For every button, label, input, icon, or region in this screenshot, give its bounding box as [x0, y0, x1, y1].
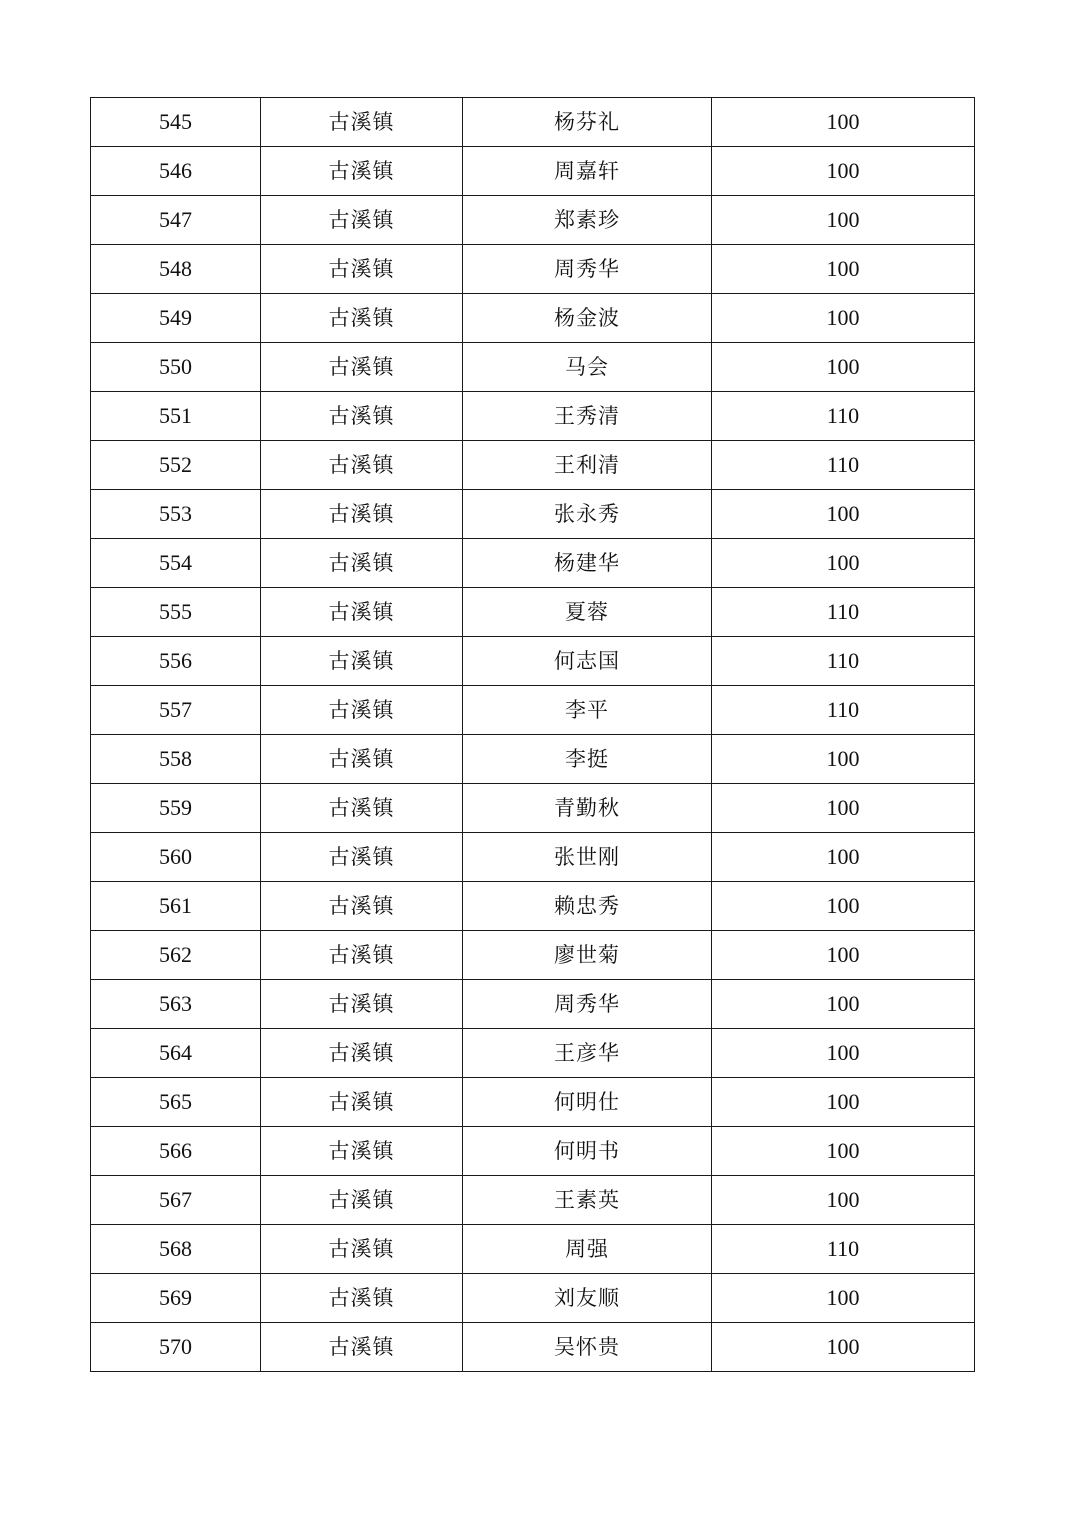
- cell-number: 549: [91, 294, 261, 343]
- cell-number: 561: [91, 882, 261, 931]
- table-row: [91, 588, 975, 637]
- cell-number: 554: [91, 539, 261, 588]
- cell-amount: 100: [712, 98, 975, 147]
- table-row: [91, 294, 975, 343]
- cell-amount: 110: [712, 588, 975, 637]
- table-row: [91, 1225, 975, 1274]
- cell-town: 古溪镇: [261, 1029, 463, 1078]
- cell-amount: 110: [712, 1225, 975, 1274]
- cell-town: 古溪镇: [261, 931, 463, 980]
- cell-amount: 100: [712, 833, 975, 882]
- cell-number: 555: [91, 588, 261, 637]
- cell-number: 567: [91, 1176, 261, 1225]
- table-row: [91, 1274, 975, 1323]
- table-row: [91, 1029, 975, 1078]
- cell-number: 550: [91, 343, 261, 392]
- table-body: [91, 98, 975, 1372]
- table-row: [91, 1127, 975, 1176]
- cell-amount: 100: [712, 784, 975, 833]
- cell-amount: 100: [712, 490, 975, 539]
- table-row: [91, 441, 975, 490]
- cell-number: 569: [91, 1274, 261, 1323]
- cell-town: 古溪镇: [261, 294, 463, 343]
- table-row: [91, 833, 975, 882]
- cell-number: 562: [91, 931, 261, 980]
- cell-amount: 110: [712, 441, 975, 490]
- cell-name: 张永秀: [463, 490, 712, 539]
- cell-name: 王素英: [463, 1176, 712, 1225]
- cell-name: 杨金波: [463, 294, 712, 343]
- cell-amount: 110: [712, 637, 975, 686]
- cell-town: 古溪镇: [261, 147, 463, 196]
- cell-amount: 100: [712, 539, 975, 588]
- cell-town: 古溪镇: [261, 735, 463, 784]
- cell-number: 556: [91, 637, 261, 686]
- cell-amount: 100: [712, 147, 975, 196]
- cell-amount: 110: [712, 392, 975, 441]
- cell-number: 558: [91, 735, 261, 784]
- cell-number: 547: [91, 196, 261, 245]
- cell-town: 古溪镇: [261, 882, 463, 931]
- cell-number: 560: [91, 833, 261, 882]
- cell-number: 564: [91, 1029, 261, 1078]
- table-row: [91, 1176, 975, 1225]
- cell-town: 古溪镇: [261, 441, 463, 490]
- cell-amount: 100: [712, 1029, 975, 1078]
- table-row: [91, 1078, 975, 1127]
- cell-name: 刘友顺: [463, 1274, 712, 1323]
- cell-town: 古溪镇: [261, 245, 463, 294]
- cell-town: 古溪镇: [261, 686, 463, 735]
- cell-town: 古溪镇: [261, 392, 463, 441]
- table-row: [91, 1323, 975, 1372]
- cell-amount: 100: [712, 1274, 975, 1323]
- table-row: [91, 147, 975, 196]
- cell-name: 杨建华: [463, 539, 712, 588]
- cell-amount: 100: [712, 980, 975, 1029]
- cell-number: 551: [91, 392, 261, 441]
- cell-number: 565: [91, 1078, 261, 1127]
- cell-amount: 100: [712, 931, 975, 980]
- cell-name: 王秀清: [463, 392, 712, 441]
- cell-town: 古溪镇: [261, 1274, 463, 1323]
- cell-number: 545: [91, 98, 261, 147]
- cell-number: 568: [91, 1225, 261, 1274]
- cell-town: 古溪镇: [261, 833, 463, 882]
- cell-amount: 100: [712, 1323, 975, 1372]
- table-row: [91, 392, 975, 441]
- cell-name: 何明书: [463, 1127, 712, 1176]
- cell-name: 廖世菊: [463, 931, 712, 980]
- cell-town: 古溪镇: [261, 1127, 463, 1176]
- cell-amount: 100: [712, 245, 975, 294]
- cell-name: 吴怀贵: [463, 1323, 712, 1372]
- cell-name: 周嘉轩: [463, 147, 712, 196]
- cell-town: 古溪镇: [261, 343, 463, 392]
- cell-amount: 100: [712, 1176, 975, 1225]
- table-row: [91, 784, 975, 833]
- cell-name: 周秀华: [463, 245, 712, 294]
- cell-town: 古溪镇: [261, 490, 463, 539]
- table-row: [91, 490, 975, 539]
- cell-town: 古溪镇: [261, 588, 463, 637]
- subsidy-table: [90, 97, 975, 1372]
- table-row: [91, 245, 975, 294]
- cell-amount: 100: [712, 882, 975, 931]
- cell-number: 570: [91, 1323, 261, 1372]
- cell-amount: 100: [712, 1127, 975, 1176]
- table-row: [91, 539, 975, 588]
- cell-town: 古溪镇: [261, 637, 463, 686]
- cell-name: 周强: [463, 1225, 712, 1274]
- table-row: [91, 931, 975, 980]
- cell-number: 546: [91, 147, 261, 196]
- table-row: [91, 196, 975, 245]
- cell-name: 何志国: [463, 637, 712, 686]
- table-row: [91, 882, 975, 931]
- cell-amount: 100: [712, 343, 975, 392]
- cell-number: 548: [91, 245, 261, 294]
- cell-name: 王利清: [463, 441, 712, 490]
- cell-town: 古溪镇: [261, 1225, 463, 1274]
- cell-number: 557: [91, 686, 261, 735]
- cell-town: 古溪镇: [261, 1078, 463, 1127]
- cell-name: 夏蓉: [463, 588, 712, 637]
- cell-town: 古溪镇: [261, 1323, 463, 1372]
- cell-name: 李平: [463, 686, 712, 735]
- cell-name: 何明仕: [463, 1078, 712, 1127]
- cell-name: 马会: [463, 343, 712, 392]
- cell-name: 王彦华: [463, 1029, 712, 1078]
- cell-name: 李挺: [463, 735, 712, 784]
- cell-number: 552: [91, 441, 261, 490]
- cell-name: 郑素珍: [463, 196, 712, 245]
- cell-name: 周秀华: [463, 980, 712, 1029]
- cell-name: 赖忠秀: [463, 882, 712, 931]
- cell-town: 古溪镇: [261, 980, 463, 1029]
- cell-town: 古溪镇: [261, 784, 463, 833]
- table-row: [91, 735, 975, 784]
- table-row: [91, 637, 975, 686]
- cell-town: 古溪镇: [261, 539, 463, 588]
- cell-amount: 100: [712, 196, 975, 245]
- cell-amount: 100: [712, 1078, 975, 1127]
- table-row: [91, 686, 975, 735]
- cell-name: 青勤秋: [463, 784, 712, 833]
- table-row: [91, 98, 975, 147]
- cell-number: 566: [91, 1127, 261, 1176]
- cell-amount: 100: [712, 735, 975, 784]
- cell-town: 古溪镇: [261, 1176, 463, 1225]
- table-row: [91, 343, 975, 392]
- cell-amount: 110: [712, 686, 975, 735]
- cell-town: 古溪镇: [261, 196, 463, 245]
- cell-name: 张世刚: [463, 833, 712, 882]
- cell-amount: 100: [712, 294, 975, 343]
- cell-number: 563: [91, 980, 261, 1029]
- cell-town: 古溪镇: [261, 98, 463, 147]
- table-row: [91, 980, 975, 1029]
- cell-number: 553: [91, 490, 261, 539]
- cell-number: 559: [91, 784, 261, 833]
- cell-name: 杨芬礼: [463, 98, 712, 147]
